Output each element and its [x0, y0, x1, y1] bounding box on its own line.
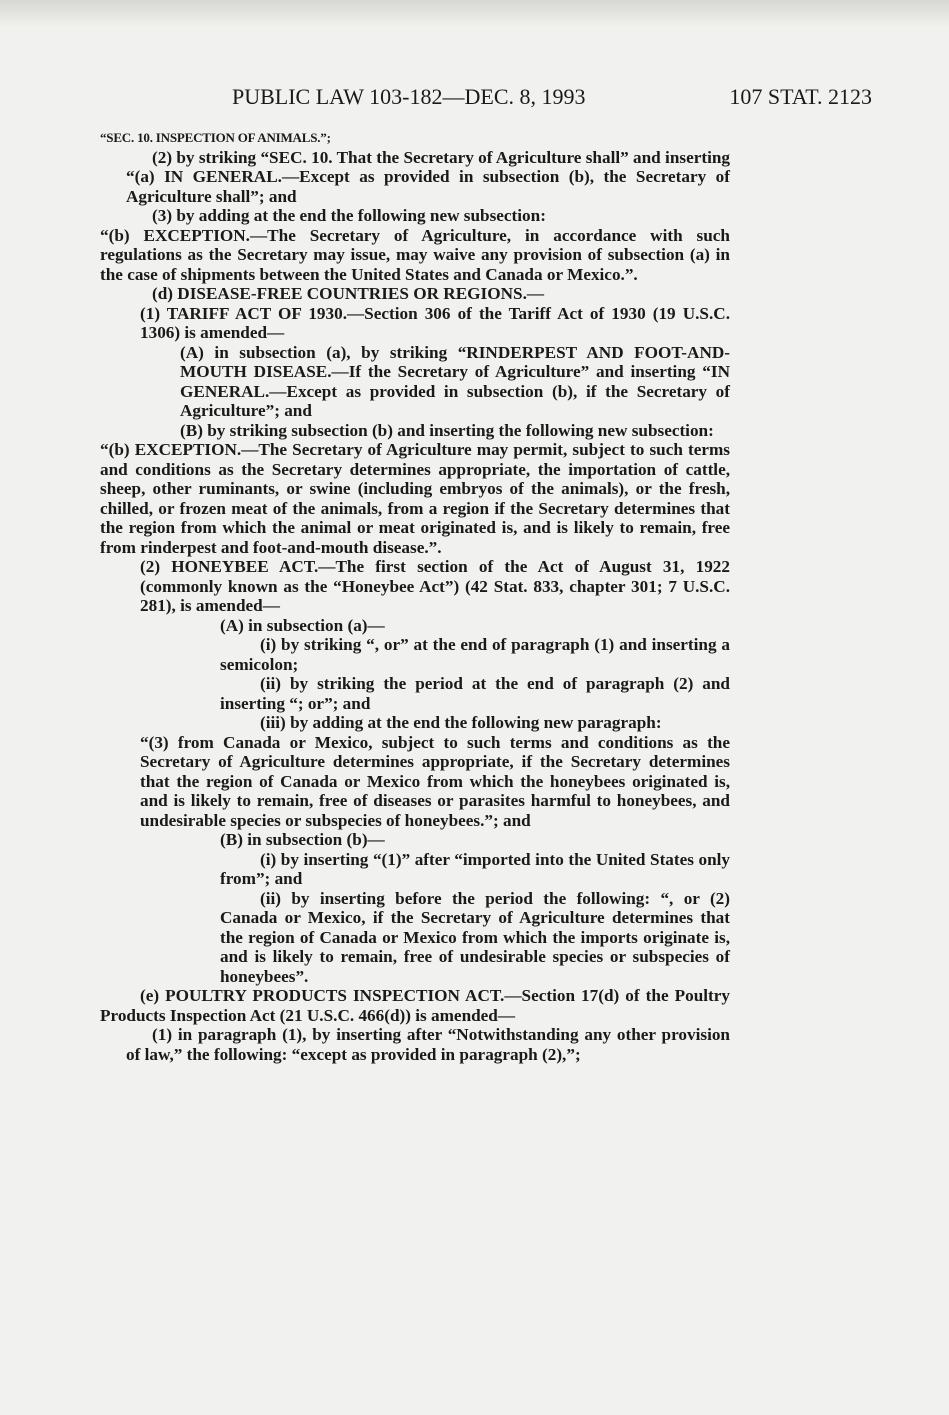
amendment-clause: (i) by inserting “(1)” after “imported into the United States only from”; and	[220, 849, 730, 888]
amendment-paragraph: (1) in paragraph (1), by inserting after “Notwithstanding any other provision of law,” the following: “except as provided in paragraph (2),”;	[126, 1025, 730, 1064]
amendment-paragraph: (2) HONEYBEE ACT.—The first section of the Act of August 31, 1922 (commonly known as the “Honeybee Act”) (42 Stat. 833, chapter 301; 7 U.S.C. 281), is amended—	[140, 557, 730, 615]
amendment-paragraph: (2) by striking “SEC. 10. That the Secretary of Agriculture shall” and inserting “(a) IN GENERAL.—Except as provided in subsection (b), the Secretary of Agriculture shall”; and	[126, 147, 730, 206]
quoted-paragraph: “(3) from Canada or Mexico, subject to such terms and conditions as the Secretary of Agriculture determines appropriate, if the Secretary determines that the region of Canada or Mexico from which the honeybees originated is, and is likely to remain, free of diseases or parasites harmful to honeybees, and undesirable species or subspecies of honeybees.”; and	[140, 732, 730, 830]
amendment-subparagraph: (B) by striking subsection (b) and inserting the following new subsection:	[180, 420, 714, 440]
amendment-clause: (i) by striking “, or” at the end of paragraph (1) and inserting a semicolon;	[220, 635, 730, 674]
document-body	[100, 128, 730, 1064]
scan-top-edge	[0, 0, 949, 26]
page-header	[232, 84, 872, 114]
public-law-citation: PUBLIC LAW 103-182—DEC. 8, 1993	[232, 84, 586, 109]
amendment-clause: (ii) by inserting before the period the following: “, or (2) Canada or Mexico, if the Secretary of Agriculture determines that the region of Canada or Mexico from which the imports originate is, and is likely to remain, free of undesirable species or subspecies of honeybees”.	[220, 888, 730, 986]
quoted-subsection: “(b) EXCEPTION.—The Secretary of Agriculture may permit, subject to such terms and conditions as the Secretary determines appropriate, the importation of cattle, sheep, other ruminants, or swine (including embryos of the animals), or the fresh, chilled, or frozen meat of the animals, from a region if the Secretary determines that the region from which the animal or meat originated is, and is likely to remain, free from rinderpest and foot-and-mouth disease.”.	[100, 440, 730, 557]
section-heading: “SEC. 10. INSPECTION OF ANIMALS.”;	[100, 130, 331, 145]
amendment-subparagraph: (B) in subsection (b)—	[220, 830, 385, 849]
amendment-subparagraph: (A) in subsection (a), by striking “RINDERPEST AND FOOT-AND-MOUTH DISEASE.—If the Secretary of Agriculture” and inserting “IN GENERAL.—Except as provided in subsection (b), if the Secretary of Agriculture”; and	[180, 342, 730, 420]
amendment-paragraph: (1) TARIFF ACT OF 1930.—Section 306 of the Tariff Act of 1930 (19 U.S.C. 1306) is amended—	[140, 303, 730, 342]
amendment-clause: (iii) by adding at the end the following new paragraph:	[260, 713, 662, 732]
subsection-paragraph: (e) POULTRY PRODUCTS INSPECTION ACT.—Section 17(d) of the Poultry Products Inspection Act (21 U.S.C. 466(d)) is amended—	[100, 986, 730, 1025]
amendment-subparagraph: (A) in subsection (a)—	[220, 615, 385, 635]
amendment-clause: (ii) by striking the period at the end of paragraph (2) and inserting “; or”; and	[220, 674, 730, 713]
quoted-subsection: “(b) EXCEPTION.—The Secretary of Agriculture, in accordance with such regulations as the Secretary may issue, may waive any provision of subsection (a) in the case of shipments between the United States and Canada or Mexico.”.	[100, 225, 730, 284]
amendment-paragraph: (3) by adding at the end the following new subsection:	[152, 206, 546, 225]
statute-page-number: 107 STAT. 2123	[729, 84, 872, 109]
subsection-heading: (d) DISEASE-FREE COUNTRIES OR REGIONS.—	[152, 284, 545, 303]
